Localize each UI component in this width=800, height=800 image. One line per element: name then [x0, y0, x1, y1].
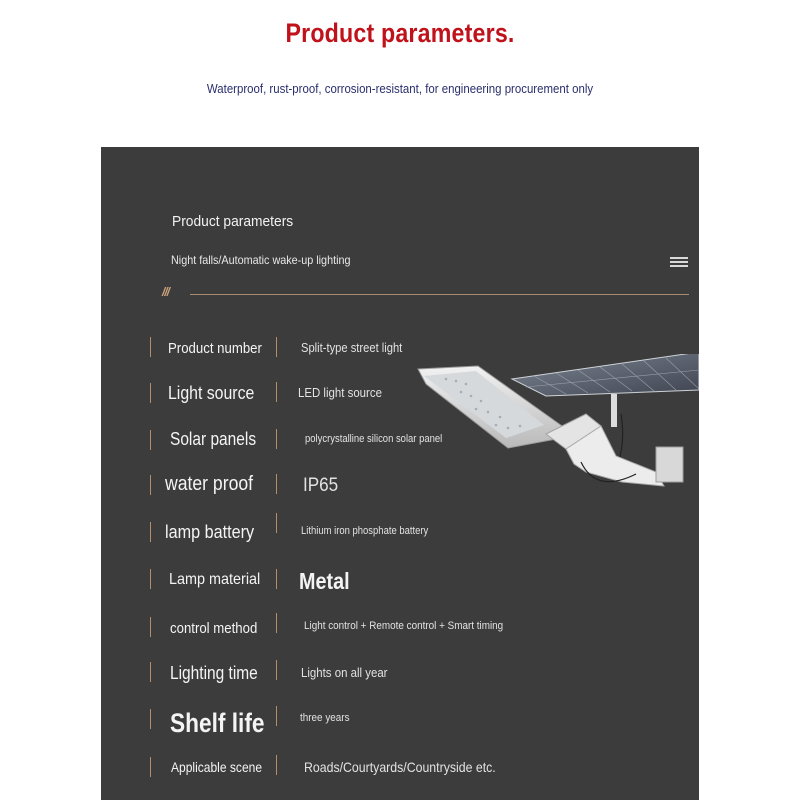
label-divider [150, 662, 151, 682]
param-label: water proof [165, 473, 254, 495]
value-divider [276, 382, 277, 402]
label-divider [150, 475, 151, 495]
param-label: Applicable scene [171, 759, 263, 775]
page-subtitle: Waterproof, rust-proof, corrosion-resistant, for engineering procurement only [206, 81, 594, 96]
label-divider [150, 569, 151, 589]
label-divider [150, 337, 151, 357]
label-divider [150, 522, 151, 542]
panel-heading: Product parameters [172, 213, 294, 230]
parameters-panel [101, 147, 699, 800]
hamburger-menu-icon [670, 257, 688, 269]
param-label: Lamp material [169, 571, 261, 588]
param-label: Shelf life [170, 708, 265, 738]
solar-street-light-image [416, 354, 699, 539]
label-divider [150, 709, 151, 729]
param-value: Lights on all year [301, 665, 388, 680]
param-value: Metal [299, 568, 350, 594]
param-value: LED light source [298, 385, 382, 400]
value-divider [276, 706, 277, 726]
param-value: IP65 [303, 475, 339, 496]
param-label: Light source [168, 383, 255, 403]
param-value: Split-type street light [301, 340, 403, 355]
param-value: Lithium iron phosphate battery [301, 525, 429, 537]
param-label: Product number [168, 340, 262, 357]
param-label: Solar panels [170, 429, 257, 449]
value-divider [276, 429, 277, 449]
accent-slash-mark: /// [162, 285, 170, 299]
param-label: control method [170, 620, 258, 637]
param-label: Lighting time [170, 663, 258, 683]
param-label: lamp battery [165, 522, 255, 542]
divider-line [190, 294, 689, 295]
value-divider [276, 513, 277, 533]
label-divider [150, 617, 151, 637]
param-value: polycrystalline silicon solar panel [305, 433, 443, 445]
label-divider [150, 383, 151, 403]
param-value: Roads/Courtyards/Countryside etc. [304, 759, 496, 775]
label-divider [150, 757, 151, 777]
value-divider [276, 755, 277, 775]
param-value: Light control + Remote control + Smart timing [304, 620, 504, 632]
label-divider [150, 430, 151, 450]
param-value: three years [300, 712, 350, 724]
value-divider [276, 474, 277, 494]
value-divider [276, 337, 277, 357]
page-title: Product parameters. [285, 18, 515, 48]
value-divider [276, 660, 277, 680]
value-divider [276, 569, 277, 589]
panel-tagline: Night falls/Automatic wake-up lighting [171, 253, 351, 267]
value-divider [276, 613, 277, 633]
